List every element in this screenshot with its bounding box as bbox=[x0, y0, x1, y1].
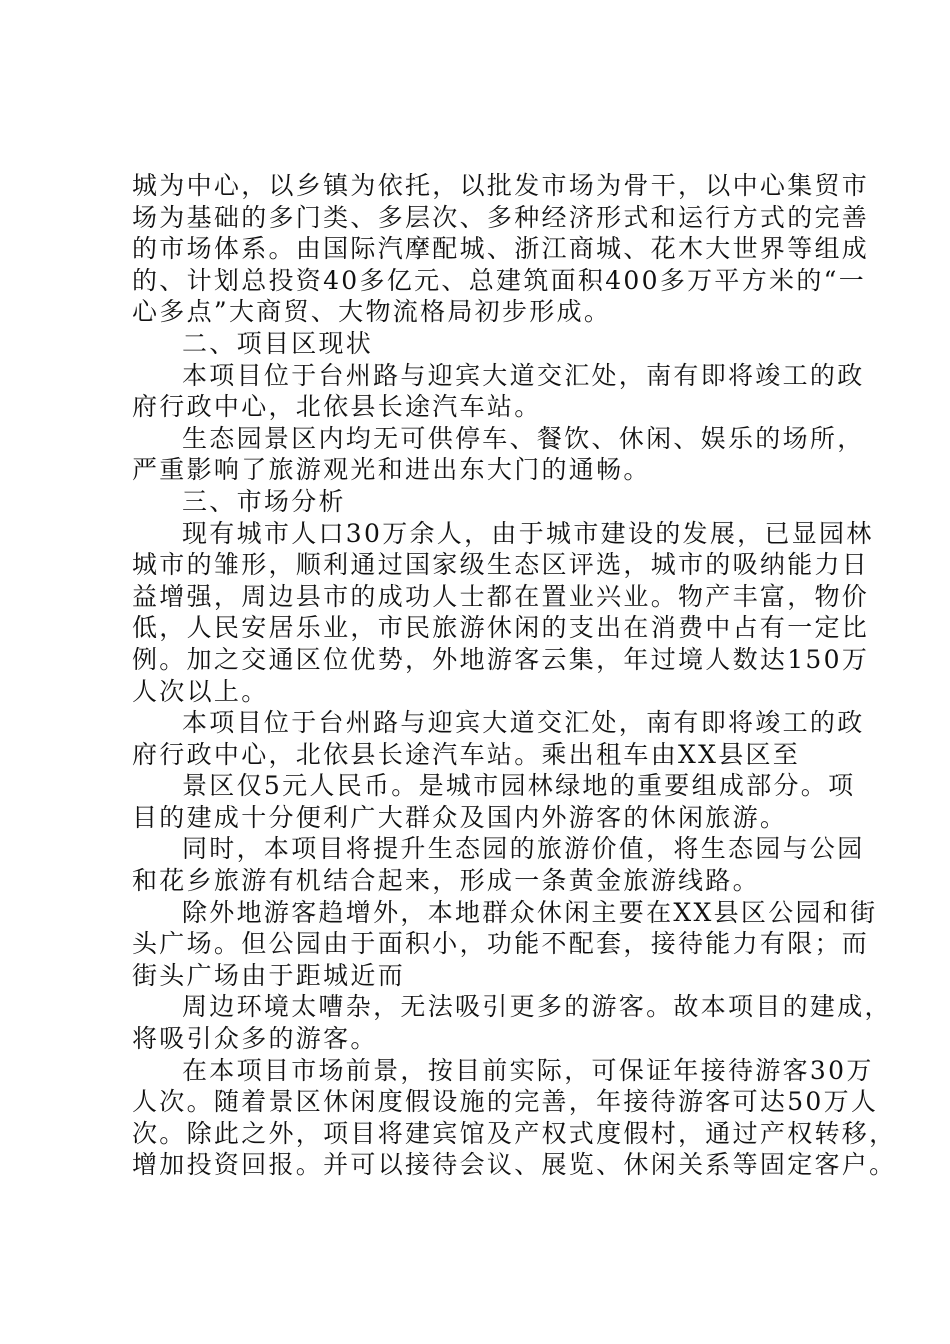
body-line: 目的建成十分便利广大群众及国内外游客的休闲旅游。 bbox=[132, 802, 788, 832]
body-line: 景区仅5元人民币。是城市园林绿地的重要组成部分。项 bbox=[182, 771, 856, 801]
body-line: 现有城市人口30万余人，由于城市建设的发展，已显园林 bbox=[182, 518, 874, 548]
body-line: 人次。随着景区休闲度假设施的完善，年接待游客可达50万人 bbox=[132, 1087, 879, 1117]
body-line: 次。除此之外，项目将建宾馆及产权式度假村，通过产权转移， bbox=[132, 1118, 897, 1148]
body-line: 益增强，周边县市的成功人士都在置业兴业。物产丰富，物价 bbox=[132, 581, 870, 611]
body-line: 增加投资回报。并可以接待会议、展览、休闲关系等固定客户。 bbox=[132, 1150, 897, 1180]
body-line: 城为中心，以乡镇为依托，以批发市场为骨干，以中心集贸市 bbox=[132, 171, 870, 200]
body-line: 的、计划总投资40多亿元、总建筑面积400多万平方米的“一 bbox=[132, 265, 867, 295]
section-heading: 三、市场分析 bbox=[182, 486, 346, 516]
body-line: 生态园景区内均无可供停车、餐饮、休闲、娱乐的场所， bbox=[182, 423, 865, 453]
body-line: 府行政中心，北依县长途汽车站。乘出租车由XX县区至 bbox=[132, 739, 801, 769]
body-line: 街头广场由于距城近而 bbox=[132, 960, 406, 990]
body-line: 本项目位于台州路与迎宾大道交汇处，南有即将竣工的政 bbox=[182, 360, 865, 390]
body-line: 府行政中心，北依县长途汽车站。 bbox=[132, 392, 542, 422]
body-line: 心多点”大商贸、大物流格局初步形成。 bbox=[132, 297, 612, 327]
body-line: 的市场体系。由国际汽摩配城、浙江商城、花木大世界等组成 bbox=[132, 234, 870, 264]
body-line: 人次以上。 bbox=[132, 676, 269, 706]
body-line: 除外地游客趋增外，本地群众休闲主要在XX县区公园和街 bbox=[182, 897, 878, 927]
body-line: 例。加之交通区位优势，外地游客云集，年过境人数达150万 bbox=[132, 644, 870, 674]
body-line: 城市的雏形，顺利通过国家级生态区评选，城市的吸纳能力日 bbox=[132, 550, 870, 580]
body-line: 头广场。但公园由于面积小，功能不配套，接待能力有限；而 bbox=[132, 929, 870, 959]
body-line: 和花乡旅游有机结合起来，形成一条黄金旅游线路。 bbox=[132, 866, 760, 896]
body-line: 场为基础的多门类、多层次、多种经济形式和运行方式的完善 bbox=[132, 202, 870, 232]
body-line: 在本项目市场前景，按目前实际，可保证年接待游客30万 bbox=[182, 1055, 874, 1085]
body-line: 本项目位于台州路与迎宾大道交汇处，南有即将竣工的政 bbox=[182, 708, 865, 738]
body-line: 将吸引众多的游客。 bbox=[132, 1024, 378, 1054]
section-heading: 二、项目区现状 bbox=[182, 328, 374, 358]
body-line: 同时，本项目将提升生态园的旅游价值，将生态园与公园 bbox=[182, 834, 865, 864]
body-line: 周边环境太嘈杂，无法吸引更多的游客。故本项目的建成， bbox=[182, 992, 892, 1022]
body-line: 低，人民安居乐业，市民旅游休闲的支出在消费中占有一定比 bbox=[132, 613, 870, 643]
body-line: 严重影响了旅游观光和进出东大门的通畅。 bbox=[132, 455, 651, 485]
document-body bbox=[132, 170, 897, 1181]
